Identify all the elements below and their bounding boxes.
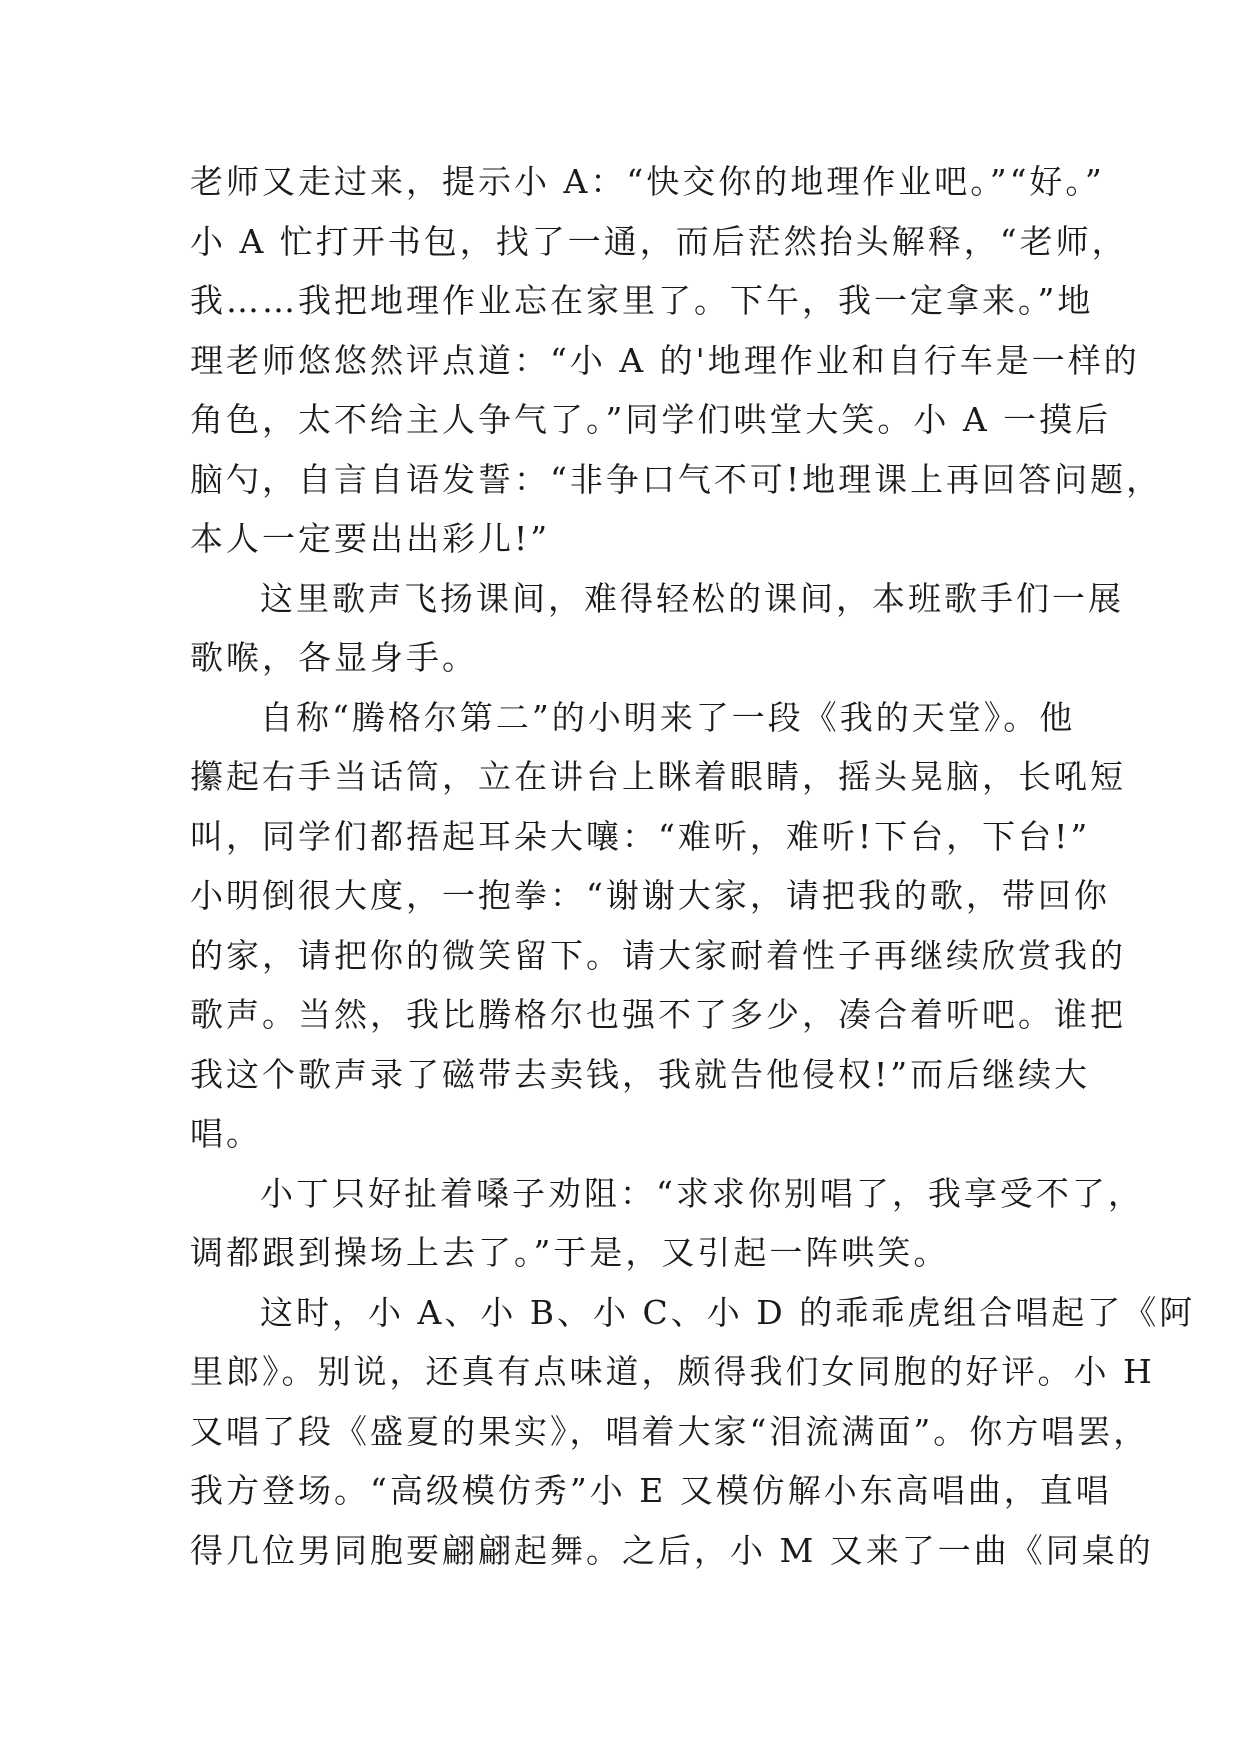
text-line: 脑勺，自言自语发誓：“非争口气不可!地理课上再回答问题， — [190, 459, 1163, 499]
text-line: 小 A 忙打开书包，找了一通，而后茫然抬头解释，“老师， — [190, 221, 1128, 261]
text-line: 歌喉，各显身手。 — [190, 638, 478, 677]
text-line: 唱。 — [190, 1114, 262, 1153]
body-text — [190, 152, 1196, 1580]
text-line: 本人一定要出出彩儿!” — [190, 519, 551, 558]
text-line: 角色，太不给主人争气了。”同学们哄堂大笑。小 A 一摸后 — [190, 400, 1112, 439]
text-line: 我这个歌声录了磁带去卖钱，我就告他侵权!”而后继续大 — [190, 1054, 1091, 1094]
paragraph-first-line: 小丁只好扯着嗓子劝阻：“求求你别唱了，我享受不了， — [260, 1173, 1144, 1213]
paragraph-first-line: 自称“腾格尔第二”的小明来了一段《我的天堂》。他 — [260, 697, 1076, 737]
text-line: 小明倒很大度，一抱拳：“谢谢大家，请把我的歌，带回你 — [190, 876, 1110, 915]
text-line: 叫，同学们都捂起耳朵大嚷：“难听，难听!下台，下台!” — [190, 816, 1091, 856]
paragraph-first-line: 这里歌声飞扬课间，难得轻松的课间，本班歌手们一展 — [260, 578, 1124, 618]
text-line: 又唱了段《盛夏的果实》，唱着大家“泪流满面”。你方唱罢， — [190, 1411, 1150, 1451]
paragraph-first-line: 这时，小 A、小 B、小 C、小 D 的乖乖虎组合唱起了《阿 — [260, 1292, 1196, 1332]
text-line: 歌声。当然，我比腾格尔也强不了多少，凑合着听吧。谁把 — [190, 995, 1126, 1034]
text-line: 里郎》。别说，还真有点味道，颇得我们女同胞的好评。小 H — [190, 1352, 1155, 1391]
text-line: 攥起右手当话筒，立在讲台上眯着眼睛，摇头晃脑，长吼短 — [190, 757, 1126, 796]
text-line: 理老师悠悠然评点道：“小 A 的'地理作业和自行车是一样的 — [190, 340, 1140, 380]
text-line: 调都跟到操场上去了。”于是，又引起一阵哄笑。 — [190, 1233, 950, 1272]
text-line: 得几位男同胞要翩翩起舞。之后，小 M 又来了一曲《同桌的 — [190, 1530, 1154, 1570]
text-line: 我……我把地理作业忘在家里了。下午，我一定拿来。”地 — [190, 281, 1094, 320]
text-line: 的家，请把你的微笑留下。请大家耐着性子再继续欣赏我的 — [190, 935, 1126, 975]
text-line: 老师又走过来，提示小 A：“快交你的地理作业吧。”“好。” — [190, 162, 1105, 201]
text-line: 我方登场。“高级模仿秀”小 E 又模仿解小东高唱曲，直唱 — [190, 1471, 1112, 1510]
